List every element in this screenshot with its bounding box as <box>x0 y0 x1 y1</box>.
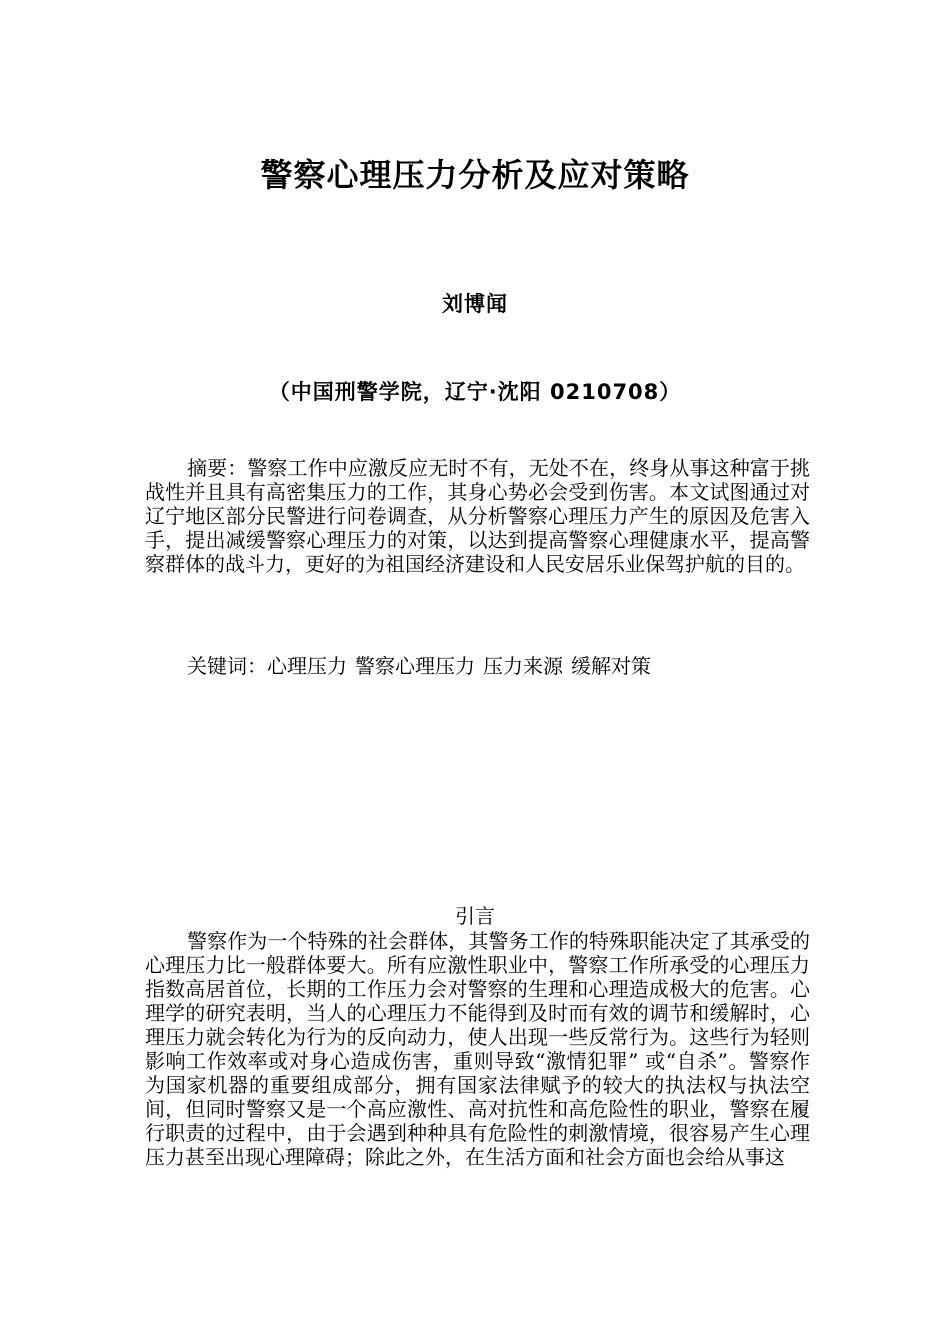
section-heading-intro: 引言 <box>455 904 495 928</box>
keyword: 压力来源 <box>483 654 563 678</box>
keyword: 心理压力 <box>267 654 347 678</box>
author-name: 刘博闻 <box>442 292 508 316</box>
keyword: 警察心理压力 <box>355 654 475 678</box>
keywords-line <box>187 654 827 678</box>
intro-paragraph: 警察作为一个特殊的社会群体，其警务工作的特殊职能决定了其承受的心理压力比一般群体要大。所有应激性职业中，警察工作所承受的心理压力指数高居首位，长期的工作压力会对警察的生理和心理造成极大的危害。心理学的研究表明，当人的心理压力不能得到及时而有效的调节和缓解时，心理压力就会转化为行为的反向动力，使人出现一些反常行为。这些行为轻则影响工作效率或对身心造成伤害，重则导致“激情犯罪” 或“自杀”。警察作为国家机器的重要组成部分，拥有国家法律赋予的较大的执法权与执法空间，但同时警察又是一个高应激性、高对抗性和高危险性的职业，警察在履行职责的过程中，由于会遇到种种具有危险性的刺激情境，很容易产生心理压力甚至出现心理障碍；除此之外，在生活方面和社会方面也会给从事这 <box>145 929 810 1169</box>
paper-title: 警察心理压力分析及应对策略 <box>260 156 690 194</box>
author-affiliation: （中国刑警学院，辽宁·沈阳 0210708） <box>268 380 682 404</box>
abstract-paragraph: 摘要：警察工作中应激反应无时不有，无处不在，终身从事这种富于挑战性并且具有高密集压力的工作，其身心势必会受到伤害。本文试图通过对辽宁地区部分民警进行问卷调查，从分析警察心理压力产生的原因及危害入手，提出减缓警察心理压力的对策，以达到提高警察心理健康水平，提高警察群体的战斗力，更好的为祖国经济建设和人民安居乐业保驾护航的目的。 <box>145 456 810 576</box>
keyword: 缓解对策 <box>571 654 651 678</box>
keywords-label: 关键词： <box>187 654 267 678</box>
